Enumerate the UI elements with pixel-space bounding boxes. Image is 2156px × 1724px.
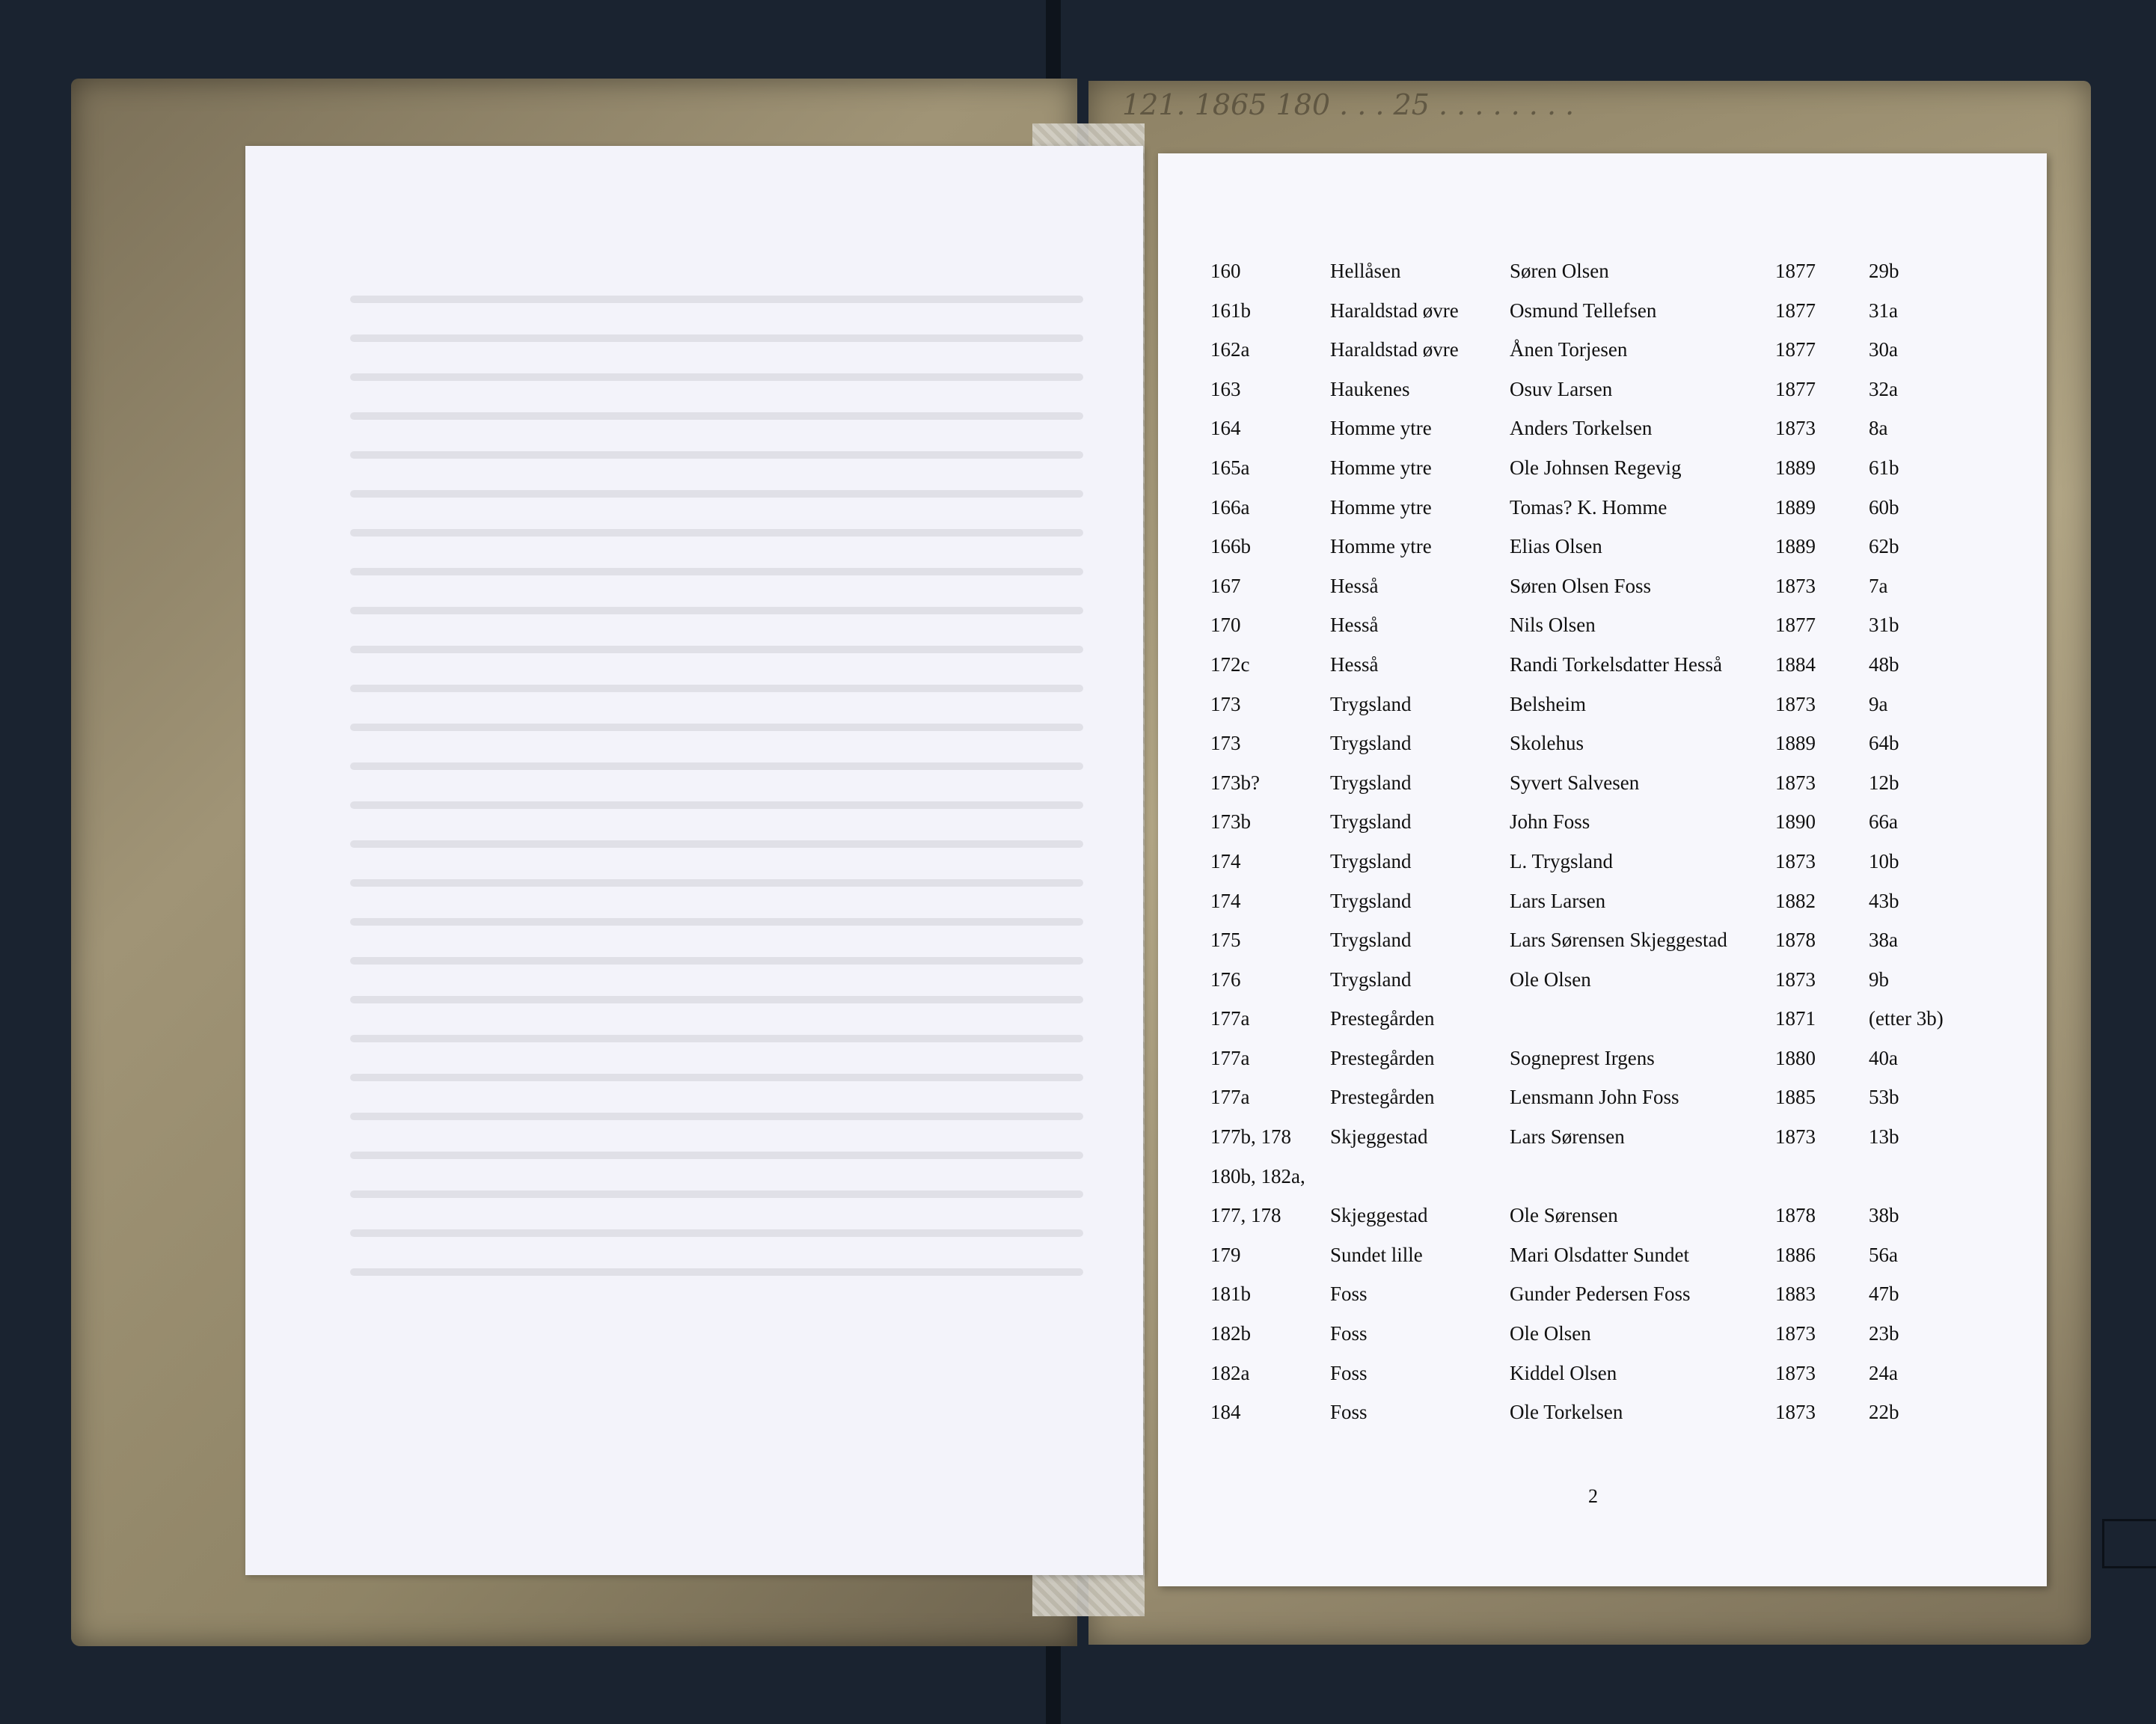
show-through-text bbox=[245, 146, 1143, 1575]
show-through-line bbox=[350, 996, 1083, 1003]
register-cell-farm: Skjeggestad bbox=[1330, 1204, 1428, 1227]
register-row bbox=[1210, 338, 2041, 378]
show-through-line bbox=[350, 724, 1083, 731]
register-cell-page: 47b bbox=[1869, 1283, 1899, 1306]
register-cell-number: 182a bbox=[1210, 1361, 1250, 1384]
register-cell-year: 1871 bbox=[1775, 1007, 1816, 1030]
register-cell-page: 60b bbox=[1869, 495, 1899, 519]
show-through-line bbox=[350, 646, 1083, 653]
register-cell-name: Kiddel Olsen bbox=[1510, 1361, 1617, 1384]
register-cell-farm: Homme ytre bbox=[1330, 417, 1432, 440]
register-cell-name: Skolehus bbox=[1510, 732, 1584, 755]
register-cell-page: 43b bbox=[1869, 889, 1899, 912]
register-row bbox=[1210, 456, 2041, 496]
register-cell-farm: Homme ytre bbox=[1330, 535, 1432, 558]
register-cell-year: 1880 bbox=[1775, 1046, 1816, 1069]
register-cell-farm: Foss bbox=[1330, 1283, 1368, 1306]
register-cell-page: 31a bbox=[1869, 299, 1898, 322]
register-cell-year: 1873 bbox=[1775, 417, 1816, 440]
register-cell-page: 40a bbox=[1869, 1046, 1898, 1069]
register-cell-year: 1889 bbox=[1775, 535, 1816, 558]
register-cell-farm: Hesså bbox=[1330, 652, 1379, 676]
register-cell-page: 61b bbox=[1869, 456, 1899, 479]
register-cell-name: Sogneprest Irgens bbox=[1510, 1046, 1655, 1069]
register-cell-farm: Haraldstad øvre bbox=[1330, 338, 1459, 361]
register-cell-year: 1873 bbox=[1775, 1322, 1816, 1345]
register-cell-name: Søren Olsen bbox=[1510, 260, 1609, 282]
show-through-line bbox=[350, 957, 1083, 965]
register-cell-page: 9a bbox=[1869, 692, 1888, 715]
register-cell-name: Gunder Pedersen Foss bbox=[1510, 1283, 1691, 1306]
register-cell-page: 31b bbox=[1869, 614, 1899, 637]
register-cell-name: Lars Sørensen bbox=[1510, 1125, 1625, 1149]
register-cell-name: Ole Sørensen bbox=[1510, 1204, 1618, 1227]
show-through-line bbox=[350, 568, 1083, 575]
show-through-line bbox=[350, 1035, 1083, 1042]
register-cell-name: Syvert Salvesen bbox=[1510, 771, 1640, 794]
register-cell-number: 160 bbox=[1210, 260, 1241, 282]
register-cell-year: 1873 bbox=[1775, 1401, 1816, 1424]
register-cell-page: 8a bbox=[1869, 417, 1888, 440]
register-cell-name: Belsheim bbox=[1510, 692, 1586, 715]
register-cell-year: 1884 bbox=[1775, 652, 1816, 676]
register-cell-farm: Hesså bbox=[1330, 614, 1379, 637]
register-row bbox=[1210, 1362, 2041, 1401]
register-cell-page: 66a bbox=[1869, 810, 1898, 834]
register-cell-year: 1878 bbox=[1775, 1204, 1816, 1227]
register-cell-page: 38b bbox=[1869, 1204, 1899, 1227]
register-cell-name: John Foss bbox=[1510, 810, 1590, 834]
register-row bbox=[1210, 614, 2041, 653]
register-row bbox=[1210, 1204, 2041, 1244]
register-cell-farm: Prestegården bbox=[1330, 1046, 1435, 1069]
show-through-line bbox=[350, 762, 1083, 770]
register-cell-year: 1877 bbox=[1775, 338, 1816, 361]
register-cell-number: 164 bbox=[1210, 417, 1241, 440]
register-row bbox=[1210, 693, 2041, 733]
register-cell-farm: Sundet lille bbox=[1330, 1243, 1423, 1266]
register-cell-number: 176 bbox=[1210, 968, 1241, 991]
show-through-line bbox=[350, 918, 1083, 926]
register-cell-year: 1873 bbox=[1775, 771, 1816, 794]
show-through-line bbox=[350, 840, 1083, 848]
register-cell-name: Elias Olsen bbox=[1510, 535, 1602, 558]
show-through-line bbox=[350, 490, 1083, 498]
register-cell-number: 177b, 178 bbox=[1210, 1125, 1291, 1149]
register-cell-number: 165a bbox=[1210, 456, 1250, 479]
show-through-line bbox=[350, 373, 1083, 381]
register-cell-farm: Trygsland bbox=[1330, 929, 1412, 952]
register-cell-page: 29b bbox=[1869, 260, 1899, 282]
register-cell-page: 9b bbox=[1869, 968, 1889, 991]
register-cell-farm: Skjeggestad bbox=[1330, 1125, 1428, 1149]
register-cell-name: Osuv Larsen bbox=[1510, 377, 1613, 400]
register-row bbox=[1210, 1401, 2041, 1440]
register-cell-farm: Trygsland bbox=[1330, 810, 1412, 834]
register-cell-farm: Homme ytre bbox=[1330, 495, 1432, 519]
register-cell-farm: Haukenes bbox=[1330, 377, 1410, 400]
show-through-line bbox=[350, 1229, 1083, 1237]
register-cell-number: 177a bbox=[1210, 1007, 1250, 1030]
register-cell-farm: Hesså bbox=[1330, 574, 1379, 597]
register-cell-name: Randi Torkelsdatter Hesså bbox=[1510, 652, 1723, 676]
register-row bbox=[1210, 850, 2041, 890]
show-through-line bbox=[350, 412, 1083, 420]
register-cell-name: Osmund Tellefsen bbox=[1510, 299, 1657, 322]
register-row bbox=[1210, 575, 2041, 614]
register-cell-name: Tomas? K. Homme bbox=[1510, 495, 1667, 519]
register-cell-farm: Homme ytre bbox=[1330, 456, 1432, 479]
register-cell-year: 1877 bbox=[1775, 377, 1816, 400]
register-cell-page: 12b bbox=[1869, 771, 1899, 794]
register-cell-page: 53b bbox=[1869, 1086, 1899, 1109]
register-cell-name: Lars Larsen bbox=[1510, 889, 1606, 912]
register-cell-name: Anders Torkelsen bbox=[1510, 417, 1653, 440]
register-row bbox=[1210, 1125, 2041, 1165]
register-cell-number: 172c bbox=[1210, 652, 1250, 676]
register-cell-farm: Haraldstad øvre bbox=[1330, 299, 1459, 322]
show-through-line bbox=[350, 879, 1083, 887]
register-cell-number: 161b bbox=[1210, 299, 1251, 322]
register-cell-page: 30a bbox=[1869, 338, 1898, 361]
register-row bbox=[1210, 1322, 2041, 1362]
register-cell-number: 174 bbox=[1210, 889, 1241, 912]
register-cell-year: 1878 bbox=[1775, 929, 1816, 952]
register-cell-number: 184 bbox=[1210, 1401, 1241, 1424]
register-cell-number: 179 bbox=[1210, 1243, 1241, 1266]
register-cell-year: 1889 bbox=[1775, 732, 1816, 755]
page-number: 2 bbox=[1588, 1485, 1598, 1507]
register-cell-farm: Trygsland bbox=[1330, 968, 1412, 991]
register-cell-farm: Trygsland bbox=[1330, 771, 1412, 794]
register-cell-year: 1877 bbox=[1775, 299, 1816, 322]
margin-mark bbox=[2102, 1519, 2156, 1568]
register-cell-name: Ole Johnsen Regevig bbox=[1510, 456, 1682, 479]
register-cell-number: 173 bbox=[1210, 692, 1241, 715]
register-cell-number: 181b bbox=[1210, 1283, 1251, 1306]
show-through-line bbox=[350, 801, 1083, 809]
register-row bbox=[1210, 1007, 2041, 1047]
register-cell-farm: Foss bbox=[1330, 1361, 1368, 1384]
register-cell-farm: Foss bbox=[1330, 1401, 1368, 1424]
register-cell-farm: Prestegården bbox=[1330, 1086, 1435, 1109]
register-cell-name: L. Trygsland bbox=[1510, 849, 1614, 872]
register-cell-page: 22b bbox=[1869, 1401, 1899, 1424]
register-cell-name: Søren Olsen Foss bbox=[1510, 574, 1652, 597]
register-cell-year: 1889 bbox=[1775, 495, 1816, 519]
register-cell-name: Ole Torkelsen bbox=[1510, 1401, 1623, 1424]
register-cell-year: 1873 bbox=[1775, 1361, 1816, 1384]
register-cell-number: 175 bbox=[1210, 929, 1241, 952]
register-row bbox=[1210, 1283, 2041, 1322]
register-cell-farm: Trygsland bbox=[1330, 889, 1412, 912]
register-row bbox=[1210, 299, 2041, 339]
show-through-line bbox=[350, 685, 1083, 692]
register-cell-year: 1882 bbox=[1775, 889, 1816, 912]
register-cell-number: 173 bbox=[1210, 732, 1241, 755]
register-cell-year: 1873 bbox=[1775, 574, 1816, 597]
show-through-line bbox=[350, 451, 1083, 459]
register-cell-page: 7a bbox=[1869, 574, 1888, 597]
register-row bbox=[1210, 1244, 2041, 1283]
register-cell-farm: Foss bbox=[1330, 1322, 1368, 1345]
handwritten-header: 121. 1865 180 . . . 25 . . . . . . . . bbox=[1122, 88, 1575, 121]
register-cell-farm: Trygsland bbox=[1330, 732, 1412, 755]
register-cell-number: 177a bbox=[1210, 1086, 1250, 1109]
register-cell-number: 177a bbox=[1210, 1046, 1250, 1069]
show-through-line bbox=[350, 1113, 1083, 1120]
register-row bbox=[1210, 653, 2041, 693]
register-cell-page: 64b bbox=[1869, 732, 1899, 755]
register-cell-page: (etter 3b) bbox=[1869, 1007, 1944, 1030]
register-cell-farm: Trygsland bbox=[1330, 849, 1412, 872]
register-cell-page: 13b bbox=[1869, 1125, 1899, 1149]
register-cell-farm: Hellåsen bbox=[1330, 260, 1401, 282]
register-cell-name: Ole Olsen bbox=[1510, 968, 1591, 991]
register-row bbox=[1210, 1086, 2041, 1125]
show-through-line bbox=[350, 529, 1083, 537]
register-cell-year: 1873 bbox=[1775, 968, 1816, 991]
register-cell-number: 180b, 182a, bbox=[1210, 1164, 1305, 1187]
register-cell-page: 56a bbox=[1869, 1243, 1898, 1266]
register-cell-page: 10b bbox=[1869, 849, 1899, 872]
show-through-line bbox=[350, 1152, 1083, 1159]
register-cell-name: Mari Olsdatter Sundet bbox=[1510, 1243, 1689, 1266]
register-cell-year: 1873 bbox=[1775, 692, 1816, 715]
register-row bbox=[1210, 968, 2041, 1008]
register-cell-number: 163 bbox=[1210, 377, 1241, 400]
register-cell-name: Ånen Torjesen bbox=[1510, 338, 1628, 361]
register-cell-farm: Trygsland bbox=[1330, 692, 1412, 715]
register-cell-year: 1889 bbox=[1775, 456, 1816, 479]
register-cell-number: 170 bbox=[1210, 614, 1241, 637]
register-cell-number: 182b bbox=[1210, 1322, 1251, 1345]
show-through-line bbox=[350, 1190, 1083, 1198]
register-table bbox=[1210, 260, 2041, 1440]
register-cell-year: 1883 bbox=[1775, 1283, 1816, 1306]
show-through-line bbox=[350, 607, 1083, 614]
register-cell-name: Lensmann John Foss bbox=[1510, 1086, 1679, 1109]
register-cell-number: 173b? bbox=[1210, 771, 1260, 794]
register-cell-number: 166a bbox=[1210, 495, 1250, 519]
register-cell-year: 1873 bbox=[1775, 849, 1816, 872]
register-cell-year: 1886 bbox=[1775, 1243, 1816, 1266]
register-cell-page: 32a bbox=[1869, 377, 1898, 400]
register-cell-year: 1877 bbox=[1775, 614, 1816, 637]
register-cell-page: 62b bbox=[1869, 535, 1899, 558]
show-through-line bbox=[350, 1268, 1083, 1276]
register-cell-number: 173b bbox=[1210, 810, 1251, 834]
register-cell-number: 177, 178 bbox=[1210, 1204, 1281, 1227]
register-row bbox=[1210, 496, 2041, 536]
register-cell-name: Ole Olsen bbox=[1510, 1322, 1591, 1345]
register-cell-number: 162a bbox=[1210, 338, 1250, 361]
register-row bbox=[1210, 890, 2041, 929]
register-cell-year: 1890 bbox=[1775, 810, 1816, 834]
register-row bbox=[1210, 810, 2041, 850]
register-cell-name: Nils Olsen bbox=[1510, 614, 1596, 637]
register-row bbox=[1210, 1047, 2041, 1086]
show-through-line bbox=[350, 334, 1083, 342]
register-cell-page: 38a bbox=[1869, 929, 1898, 952]
register-cell-number: 167 bbox=[1210, 574, 1241, 597]
register-row bbox=[1210, 732, 2041, 771]
register-cell-number: 174 bbox=[1210, 849, 1241, 872]
register-cell-page: 24a bbox=[1869, 1361, 1898, 1384]
left-page-blank bbox=[245, 146, 1143, 1575]
register-row bbox=[1210, 535, 2041, 575]
register-cell-page: 48b bbox=[1869, 652, 1899, 676]
right-page-register bbox=[1158, 153, 2047, 1586]
show-through-line bbox=[350, 1074, 1083, 1081]
register-row bbox=[1210, 417, 2041, 456]
register-cell-year: 1873 bbox=[1775, 1125, 1816, 1149]
register-row bbox=[1210, 929, 2041, 968]
register-row bbox=[1210, 260, 2041, 299]
register-row bbox=[1210, 1165, 2041, 1205]
register-row bbox=[1210, 378, 2041, 418]
register-row bbox=[1210, 771, 2041, 811]
show-through-line bbox=[350, 296, 1083, 303]
register-cell-year: 1877 bbox=[1775, 260, 1816, 282]
register-cell-farm: Prestegården bbox=[1330, 1007, 1435, 1030]
register-cell-number: 166b bbox=[1210, 535, 1251, 558]
register-cell-name: Lars Sørensen Skjeggestad bbox=[1510, 929, 1727, 952]
register-cell-year: 1885 bbox=[1775, 1086, 1816, 1109]
register-cell-page: 23b bbox=[1869, 1322, 1899, 1345]
